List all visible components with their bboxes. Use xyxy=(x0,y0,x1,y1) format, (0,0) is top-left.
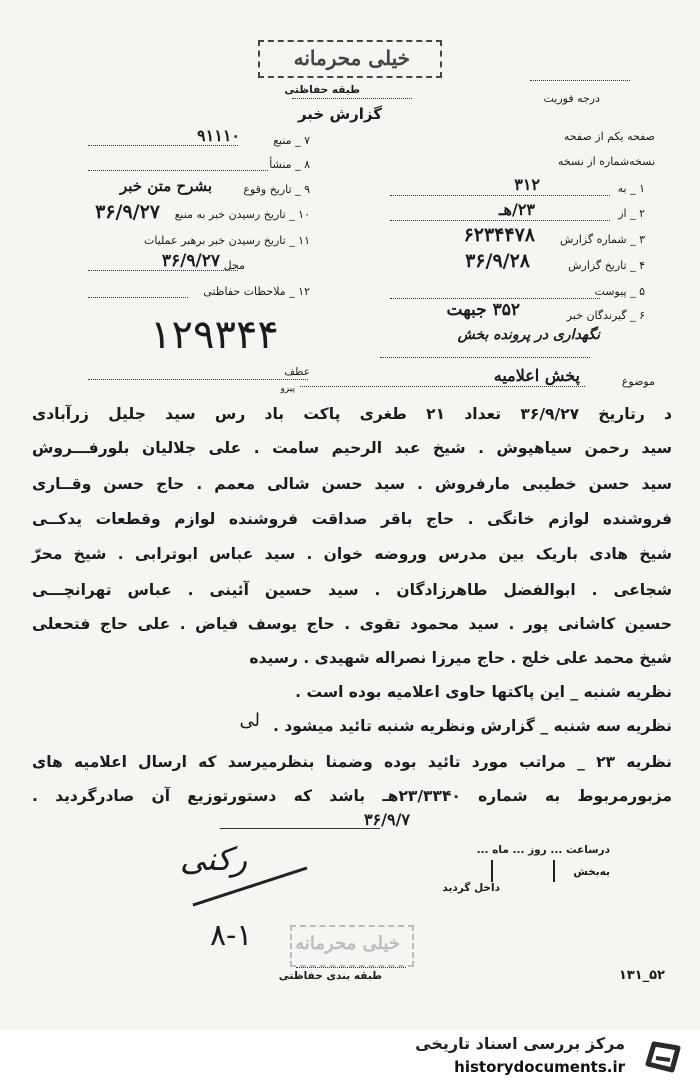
body-line-5: شیخ هادی باریک بین مدرس وروضه خوان . سید عباس ابوترابی . شیخ محرّ xyxy=(32,545,672,563)
form-title: گزارش خبر xyxy=(297,105,382,123)
body-line-6: شجاعی . ابوالفضل طاهرزادگان . سید حسین آئینی . عباس تهرانچـــی xyxy=(32,581,672,599)
body-line-3: سید حسن خطیبی مارفروش . سید حسن شالی معمم . حاج حسن وقــاری xyxy=(32,475,672,493)
field-9-label: ۹ _ تاریخ وقوع xyxy=(243,183,310,196)
left-number: ۸-۱ xyxy=(210,918,253,953)
from-line xyxy=(390,220,610,221)
received-stamp-box xyxy=(410,842,610,900)
date-under: ۳۶/۹/۷ xyxy=(363,810,410,829)
body-line-2: سید رحمن سیاهپوش . شیخ عبد الرحیم سامت . علی جلالیان بلورفـــروش xyxy=(32,439,672,457)
field-location-label: محل xyxy=(223,259,245,272)
body-line-1: د رتاریخ ۳۶/۹/۲۷ تعداد ۲۱ طغری پاکت باد رس سید جلیل زرآبادی xyxy=(32,405,672,423)
field-7-line xyxy=(88,145,238,146)
report-no-label: ۳ _ شماره گزارش xyxy=(559,233,645,246)
field-11-label: ۱۱ _ تاریخ رسیدن خبر برهبر عملیات xyxy=(144,234,310,247)
field-7-label: ۷ _ منبع xyxy=(273,134,310,147)
classification-line: طبقه حفاظتی xyxy=(284,84,360,96)
page-line: صفحه یکم از صفحه xyxy=(563,130,655,143)
recipients-note: نگهداری در پرونده بخش xyxy=(457,327,600,343)
field-8-label: ۸ _ منشأ xyxy=(269,158,310,171)
to-value: ۳۱۲ xyxy=(514,175,540,194)
top-classification-stamp xyxy=(258,40,442,78)
bottom-classification: طبقه بندی حفاظتی xyxy=(278,970,382,982)
footer-watermark xyxy=(0,1030,700,1085)
peyro-label: پیرو xyxy=(280,384,295,394)
report-date-value: ۳۶/۹/۲۸ xyxy=(465,250,530,272)
body-line-7: حسین کاشانی پور . سید محمود تقوی . حاج یوسف فیاض . علی حاج فتحعلی xyxy=(32,615,672,633)
body-line-8: شیخ محمد علی خلج . حاج میرزا نصراله شهیدی . رسیده xyxy=(249,649,672,667)
received-line-3: داخل گردید xyxy=(442,882,500,894)
field-7-value: ۹۱۱۱۰ xyxy=(197,126,240,145)
body-line-4: فروشنده لوازم خانگی . حاج باقر صداقت فروشنده لوازم وقطعات یدکــی xyxy=(32,510,672,528)
report-no-value: ۶۲۳۴۴۷۸ xyxy=(463,224,535,246)
bottom-classification-stamp xyxy=(290,925,414,967)
bottom-classification-line xyxy=(296,967,406,968)
body-line-9: نظریه شنبه _ این پاکتها حاوی اعلامیه بوده است . xyxy=(295,683,672,701)
field-9-value: بشرح متن خبر xyxy=(119,177,212,195)
body-line-11: نظریه ۲۳ _ مراتب مورد تائید بوده وضمنا بنظرمیرسد که ارسال اعلامیه های xyxy=(32,753,672,771)
recipients-line-2 xyxy=(380,357,590,358)
field-10-label: ۱۰ _ تاریخ رسیدن خبر به منبع xyxy=(174,208,310,221)
field-location-value: ۳۶/۹/۲۷ xyxy=(161,251,220,271)
footer-url: historydocuments.ir xyxy=(454,1058,625,1076)
small-signature: لی xyxy=(239,710,260,731)
received-handwriting xyxy=(491,860,555,882)
field-8-line xyxy=(88,170,268,171)
left-signature: رکنی xyxy=(180,840,248,878)
field-12-line xyxy=(88,297,188,298)
recipients-label: ۶ _ گیرندگان خبر xyxy=(566,309,645,322)
subject-value: پخش اعلامیه xyxy=(493,366,580,385)
footer-org-name: مرکز بررسی اسناد تاریخی xyxy=(415,1034,625,1053)
logo-icon xyxy=(640,1034,686,1080)
body-line-12: مزبورمربوط به شماره ۲۳/۳۳۴۰هـ باشد که دستورتوزیع آن صادرگردید . xyxy=(32,787,672,805)
received-line-1: درساعت ... روز ... ماه ... xyxy=(476,844,610,856)
field-location-line xyxy=(88,270,238,271)
attachment-line xyxy=(390,298,600,299)
field-10-value: ۳۶/۹/۲۷ xyxy=(95,201,160,223)
body-line-10: نظریه سه شنبه _ گزارش ونظریه شنبه تائید میشود . xyxy=(272,717,672,735)
classification-underline xyxy=(292,98,412,99)
subject-line xyxy=(300,386,585,387)
recipients-value: ۳۵۲ جبهت xyxy=(446,300,520,320)
received-line-2: به‌بخش xyxy=(573,866,610,878)
subject-label: موضوع xyxy=(621,375,655,388)
copy-line: نسخه‌شماره از نسخه xyxy=(557,155,655,168)
field-12-label: ۱۲ _ ملاحظات حفاظتی xyxy=(203,285,310,298)
to-label: ۱ _ به xyxy=(617,182,645,195)
top-stamp-text: خیلی محرمانه xyxy=(293,46,410,70)
attachment-label: ۵ _ پیوست xyxy=(594,285,645,298)
big-number: ۱۲۹۳۴۴ xyxy=(150,312,279,358)
from-label: ۲ _ از xyxy=(618,207,645,220)
report-date-label: ۴ _ تاریخ گزارش xyxy=(568,259,645,272)
date-under-line xyxy=(220,828,380,829)
bottom-stamp-text: خیلی محرمانه xyxy=(295,933,400,954)
urgency-label: درجه فوریت xyxy=(543,92,600,105)
urgency-line xyxy=(530,80,630,81)
form-code: ۵۲_۱۳۱ xyxy=(618,968,665,983)
separator-line xyxy=(88,379,308,380)
atf-label: عطف xyxy=(284,366,310,378)
to-line xyxy=(390,195,610,196)
from-value: ۲۳/هـ xyxy=(498,200,535,219)
